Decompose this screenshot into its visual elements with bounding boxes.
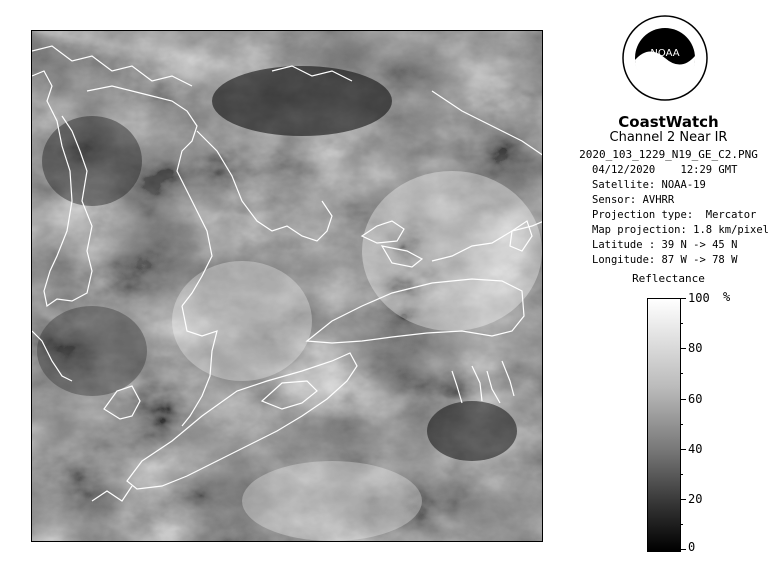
tick-mark — [680, 499, 686, 500]
minor-tick — [680, 323, 683, 324]
minor-tick — [680, 424, 683, 425]
satellite-label: Satellite: NOAA-19 — [592, 179, 706, 191]
tick-mark — [680, 549, 686, 550]
noaa-logo-icon — [621, 14, 709, 102]
satellite-image — [32, 31, 543, 542]
date-time: 04/12/2020 12:29 GMT — [592, 164, 738, 176]
sensor-label: Sensor: AVHRR — [592, 194, 675, 206]
minor-tick — [680, 373, 683, 374]
minor-tick — [680, 474, 683, 475]
tick-label-100: 100 — [688, 291, 710, 305]
tick-mark — [680, 399, 686, 400]
tick-mark — [680, 348, 686, 349]
reflectance-colorbar — [647, 298, 681, 552]
tick-label-40: 40 — [688, 442, 703, 456]
tick-label-60: 60 — [688, 392, 703, 406]
info-panel — [555, 0, 782, 572]
map-projection: Map projection: 1.8 km/pixel — [592, 224, 770, 236]
projection-type: Projection type: Mercator — [592, 209, 757, 221]
legend-title: Reflectance — [632, 272, 705, 285]
tick-label-80: 80 — [688, 341, 703, 355]
logo-text: NOAA — [650, 48, 680, 59]
app-title: CoastWatch — [618, 113, 719, 131]
tick-mark — [680, 449, 686, 450]
legend-unit: % — [723, 290, 731, 304]
channel-label: Channel 2 Near IR — [609, 130, 728, 145]
file-name: 2020_103_1229_N19_GE_C2.PNG — [579, 148, 758, 161]
tick-label-20: 20 — [688, 492, 703, 506]
tick-mark — [680, 298, 686, 299]
latitude-range: Latitude : 39 N -> 45 N — [592, 239, 738, 251]
longitude-range: Longitude: 87 W -> 78 W — [592, 254, 738, 266]
minor-tick — [680, 524, 683, 525]
satellite-image-map — [31, 30, 543, 542]
tick-label-0: 0 — [688, 540, 696, 554]
